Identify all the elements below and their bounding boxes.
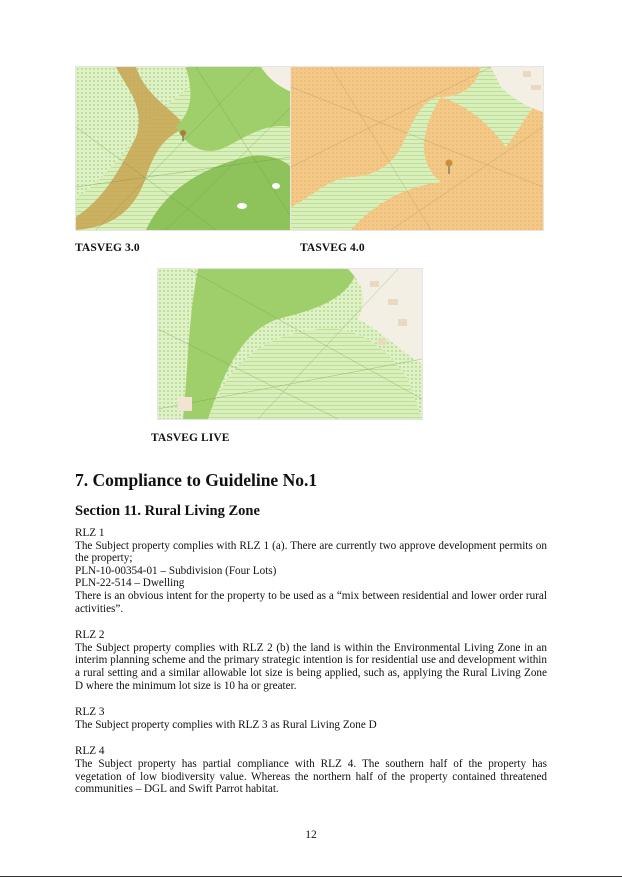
- tasveg-3-map: [75, 66, 292, 231]
- tasveg-4-map: [290, 66, 544, 231]
- rlz1-text: The Subject property complies with RLZ 1 (a). There are currently two approve development permits on the property;: [75, 539, 547, 565]
- subsection-heading: Section 11. Rural Living Zone: [75, 503, 260, 519]
- page-edge: [0, 876, 622, 877]
- figure-caption: TASVEG 3.0: [75, 242, 140, 254]
- document-body: [75, 527, 547, 796]
- tasveg-live-map: [157, 268, 423, 420]
- rlz1-text: There is an obvious intent for the property to be used as a “mix between residential and lower order rural activities”.: [75, 589, 547, 615]
- rlz4-text: The Subject property has partial compliance with RLZ 4. The southern half of the property has vegetation of low biodiversity value. Whereas the northern half of the property contained threatened communities – DGL and Swift Parrot habitat.: [75, 757, 547, 796]
- rlz3-text: The Subject property complies with RLZ 3 as Rural Living Zone D: [75, 718, 377, 731]
- rlz1-permit: PLN-10-00354-01 – Subdivision (Four Lots): [75, 564, 277, 577]
- rlz4-label: RLZ 4: [75, 745, 105, 758]
- figure-caption: TASVEG 4.0: [300, 242, 365, 254]
- rlz1-permit: PLN-22-514 – Dwelling: [75, 577, 185, 590]
- rlz1-label: RLZ 1: [75, 527, 105, 539]
- section-heading: 7. Compliance to Guideline No.1: [75, 470, 318, 490]
- rlz2-label: RLZ 2: [75, 629, 105, 642]
- page-number: 12: [305, 829, 317, 841]
- rlz2-text: The Subject property complies with RLZ 2 (b) the land is within the Environmental Living Zone in an interim planning scheme and the primary strategic intention is for residential use and development within a rural setting and a similar allowable lot size is being applied, such as, applying the Rural Living Zone D where the minimum lot size is 10 ha or greater.: [75, 641, 547, 692]
- rlz3-label: RLZ 3: [75, 706, 105, 719]
- figure-caption: TASVEG LIVE: [151, 432, 230, 444]
